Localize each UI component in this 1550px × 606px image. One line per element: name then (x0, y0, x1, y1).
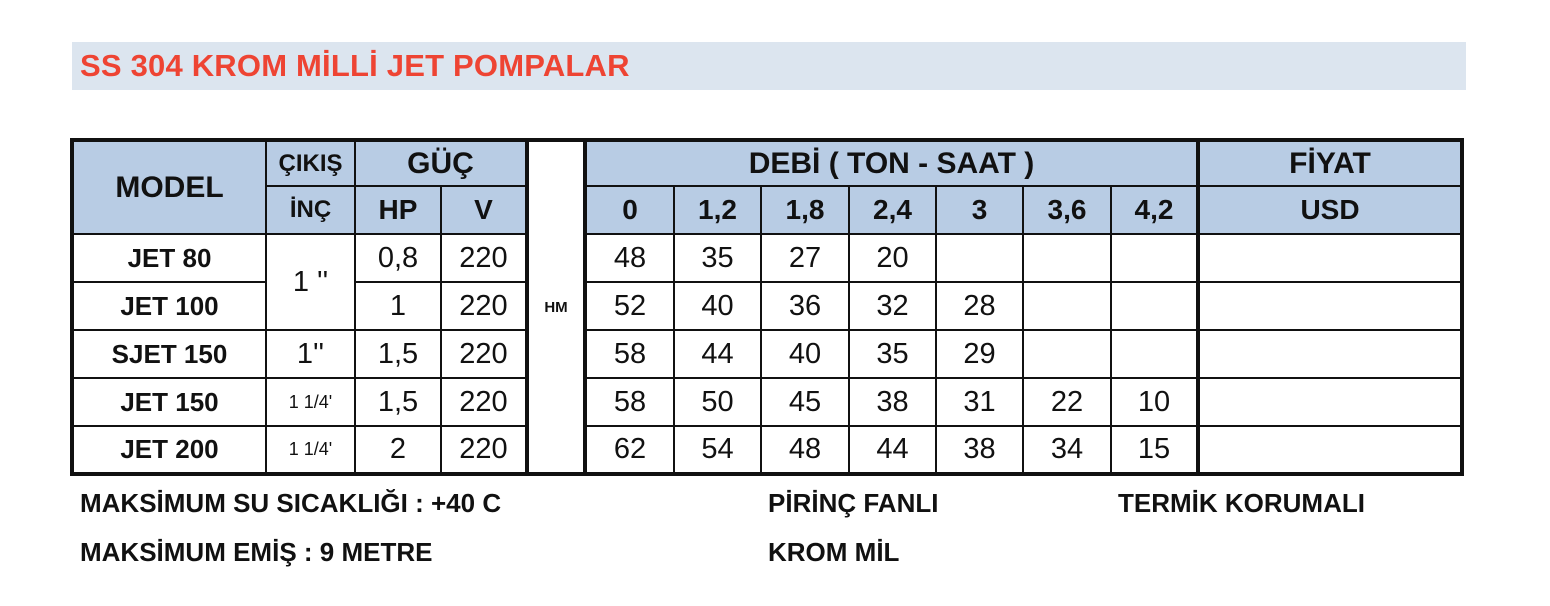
v-cell: 220 (441, 234, 527, 282)
price-cell (1198, 426, 1462, 474)
head-cell: 48 (585, 234, 674, 282)
inc-cell: 1 1/4' (266, 378, 355, 426)
head-cell (936, 234, 1023, 282)
debi-header: DEBİ ( TON - SAAT ) (585, 140, 1198, 186)
head-cell: 44 (849, 426, 936, 474)
hp-cell: 1,5 (355, 330, 441, 378)
page-title: SS 304 KROM MİLLİ JET POMPALAR (80, 48, 630, 83)
inc-cell: 1 '' (266, 234, 355, 330)
head-cell: 22 (1023, 378, 1111, 426)
head-cell: 28 (936, 282, 1023, 330)
head-cell: 35 (849, 330, 936, 378)
head-cell: 36 (761, 282, 849, 330)
model-cell: JET 80 (72, 234, 266, 282)
flow-header: 0 (585, 186, 674, 234)
head-cell: 54 (674, 426, 761, 474)
head-cell (1023, 282, 1111, 330)
usd-header: USD (1198, 186, 1462, 234)
flow-header: 2,4 (849, 186, 936, 234)
price-cell (1198, 378, 1462, 426)
max-suction-note: MAKSİMUM EMİŞ : 9 METRE (80, 537, 433, 567)
hp-header: HP (355, 186, 441, 234)
thermal-protection-note: TERMİK KORUMALI (1118, 488, 1365, 518)
head-cell: 52 (585, 282, 674, 330)
model-cell: SJET 150 (72, 330, 266, 378)
inc-header: İNÇ (266, 186, 355, 234)
model-cell: JET 150 (72, 378, 266, 426)
head-cell: 58 (585, 330, 674, 378)
hp-cell: 1,5 (355, 378, 441, 426)
head-cell: 27 (761, 234, 849, 282)
inc-cell: 1'' (266, 330, 355, 378)
max-temp-note: MAKSİMUM SU SICAKLIĞI : +40 C (80, 488, 502, 518)
v-cell: 220 (441, 282, 527, 330)
head-cell: 35 (674, 234, 761, 282)
head-cell: 40 (674, 282, 761, 330)
guc-header: GÜÇ (355, 140, 527, 186)
v-cell: 220 (441, 330, 527, 378)
inc-cell: 1 1/4' (266, 426, 355, 474)
head-cell: 62 (585, 426, 674, 474)
head-cell (1023, 330, 1111, 378)
flow-header: 1,2 (674, 186, 761, 234)
flow-header: 4,2 (1111, 186, 1198, 234)
flow-header: 3 (936, 186, 1023, 234)
chrome-shaft-note: KROM MİL (768, 537, 900, 567)
hp-cell: 0,8 (355, 234, 441, 282)
title-band (72, 42, 1466, 90)
head-cell: 20 (849, 234, 936, 282)
fiyat-header: FİYAT (1198, 140, 1462, 186)
cikis-header: ÇIKIŞ (266, 140, 355, 186)
flow-header: 3,6 (1023, 186, 1111, 234)
head-cell: 34 (1023, 426, 1111, 474)
price-cell (1198, 330, 1462, 378)
head-cell: 32 (849, 282, 936, 330)
head-cell (1111, 330, 1198, 378)
brass-fan-note: PİRİNÇ FANLI (768, 488, 939, 518)
model-cell: JET 200 (72, 426, 266, 474)
head-cell (1111, 282, 1198, 330)
hm-cell: HM (527, 140, 585, 474)
table-row (72, 426, 1462, 474)
table-row (72, 234, 1462, 282)
head-cell: 58 (585, 378, 674, 426)
header-row-1 (72, 140, 1462, 186)
price-table (70, 138, 1464, 476)
head-cell: 48 (761, 426, 849, 474)
v-cell: 220 (441, 378, 527, 426)
head-cell: 45 (761, 378, 849, 426)
price-cell (1198, 282, 1462, 330)
head-cell: 50 (674, 378, 761, 426)
model-header: MODEL (72, 140, 266, 234)
hp-cell: 2 (355, 426, 441, 474)
model-cell: JET 100 (72, 282, 266, 330)
head-cell: 44 (674, 330, 761, 378)
table-row (72, 330, 1462, 378)
price-cell (1198, 234, 1462, 282)
header-row-2 (72, 186, 1462, 234)
v-header: V (441, 186, 527, 234)
table-row (72, 378, 1462, 426)
head-cell: 38 (936, 426, 1023, 474)
v-cell: 220 (441, 426, 527, 474)
head-cell: 29 (936, 330, 1023, 378)
head-cell: 40 (761, 330, 849, 378)
flow-header: 1,8 (761, 186, 849, 234)
head-cell: 10 (1111, 378, 1198, 426)
head-cell: 15 (1111, 426, 1198, 474)
head-cell: 38 (849, 378, 936, 426)
hp-cell: 1 (355, 282, 441, 330)
head-cell (1023, 234, 1111, 282)
head-cell (1111, 234, 1198, 282)
head-cell: 31 (936, 378, 1023, 426)
